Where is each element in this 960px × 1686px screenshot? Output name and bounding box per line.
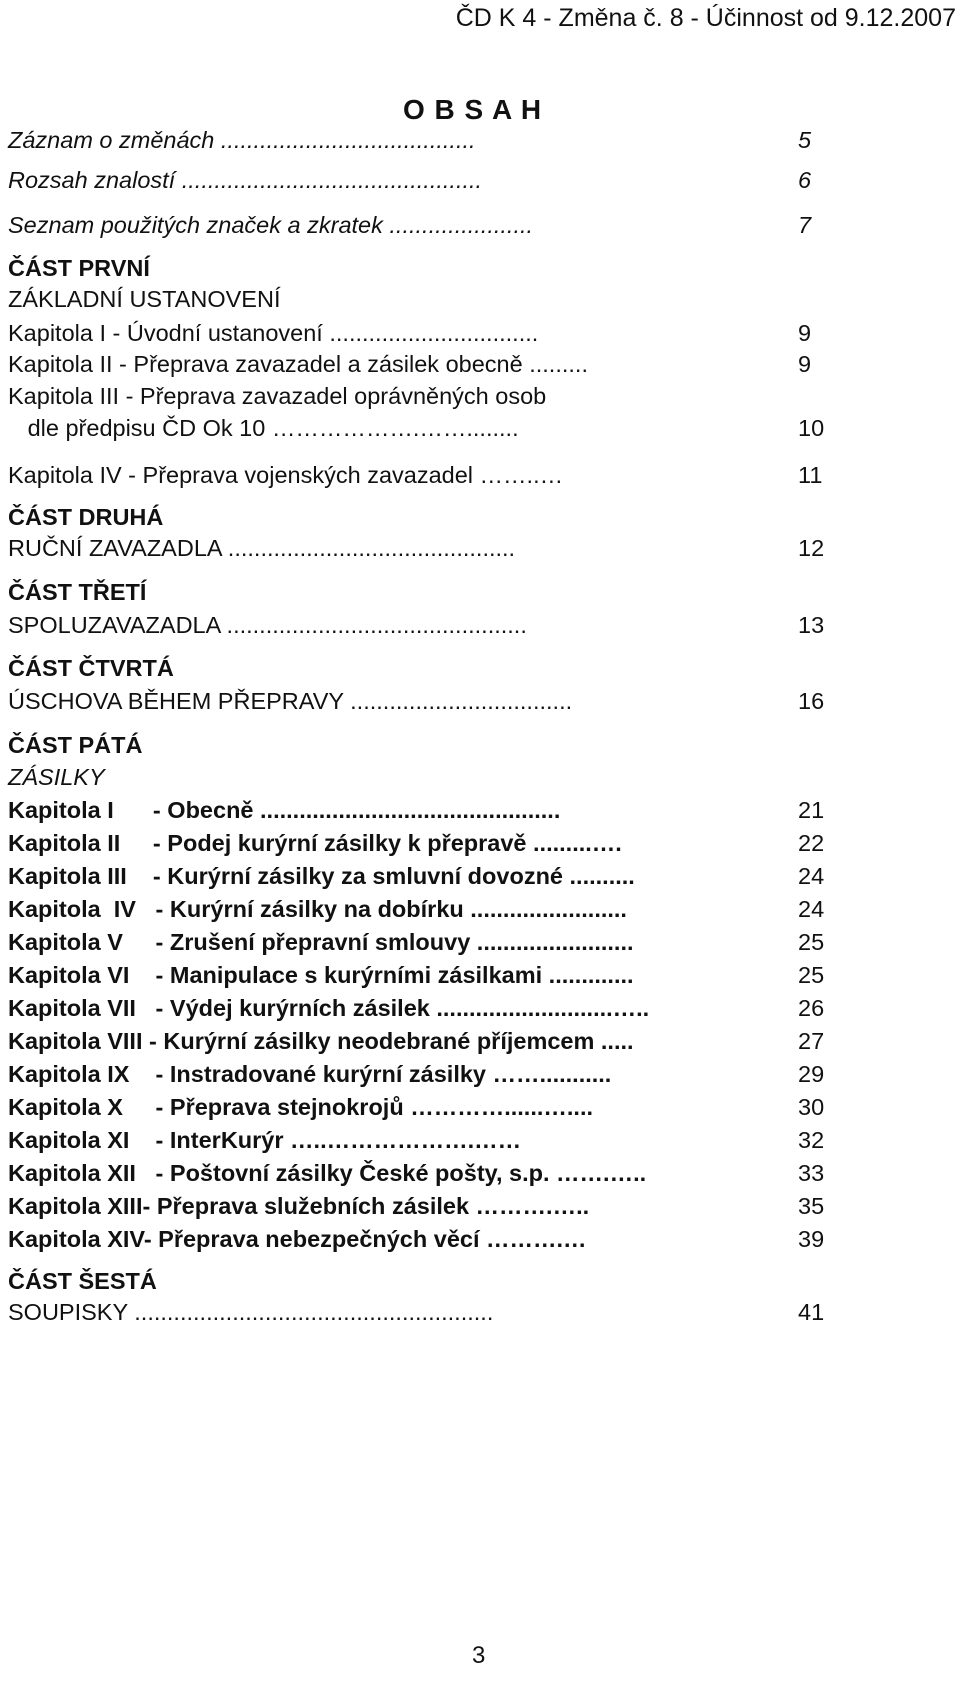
toc-entry xyxy=(8,608,828,642)
toc-entry-text: ČÁST PÁTÁ xyxy=(8,732,143,758)
toc-entry-page: 9 xyxy=(798,320,812,346)
toc-entry-text: Kapitola XIV- Přeprava nebezpečných věcí ……….… xyxy=(8,1226,587,1252)
toc-entry-page: 10 xyxy=(798,415,825,441)
page-title: O B S A H xyxy=(403,94,543,125)
toc-entry xyxy=(8,684,828,718)
toc-entry xyxy=(8,1295,828,1329)
toc-entry-text: Kapitola VIII - Kurýrní zásilky neodebrané příjemcem ..... xyxy=(8,1028,634,1054)
toc-entry-page: 12 xyxy=(798,535,825,561)
toc-entry-text: Kapitola V - Zrušení přepravní smlouvy ........................ xyxy=(8,929,634,955)
toc-entry xyxy=(8,925,828,959)
toc-entry-page: 30 xyxy=(798,1094,825,1120)
toc-entry xyxy=(8,411,828,445)
toc-entry-text: ZÁKLADNÍ USTANOVENÍ xyxy=(8,286,281,312)
toc-entry-page: 5 xyxy=(798,127,812,153)
toc-entry xyxy=(8,1123,828,1157)
toc-entry-page: 24 xyxy=(798,896,825,922)
toc-entry-text: Záznam o změnách ....................................... xyxy=(8,127,476,153)
toc-entry-page: 35 xyxy=(798,1193,825,1219)
toc-entry xyxy=(8,1189,828,1223)
toc-entry xyxy=(8,531,828,565)
toc-entry xyxy=(8,123,828,157)
toc-entry-page: 24 xyxy=(798,863,825,889)
toc-entry xyxy=(8,1222,828,1256)
toc-entry xyxy=(8,991,828,1025)
toc-section-subtitle xyxy=(8,282,828,316)
toc-entry-text: Kapitola II - Podej kurýrní zásilky k přepravě .........…. xyxy=(8,830,622,856)
toc-entry-text: dle předpisu ČD Ok 10 ……………….……........ xyxy=(8,415,519,441)
toc-entry-text: Kapitola II - Přeprava zavazadel a zásilek obecně ......... xyxy=(8,351,588,377)
toc-section-heading xyxy=(8,651,828,685)
toc-entry-text: Kapitola IV - Přeprava vojenských zavazadel ……..… xyxy=(8,462,564,488)
toc-entry-page: 7 xyxy=(798,212,812,238)
toc-entry-text: Kapitola I - Úvodní ustanovení ................................ xyxy=(8,320,539,346)
toc-entry-page: 6 xyxy=(798,167,812,193)
toc-entry-text: ČÁST PRVNÍ xyxy=(8,255,150,281)
toc-entry-text: Kapitola XII - Poštovní zásilky České pošty, s.p. …….….. xyxy=(8,1160,647,1186)
toc-entry xyxy=(8,1156,828,1190)
toc-entry-page: 39 xyxy=(798,1226,825,1252)
toc-entry-text: ČÁST DRUHÁ xyxy=(8,504,164,530)
toc-entry-text: SPOLUZAVAZADLA .............................................. xyxy=(8,612,527,638)
toc-entry-page: 16 xyxy=(798,688,825,714)
toc-entry xyxy=(8,208,828,242)
toc-entry xyxy=(8,958,828,992)
toc-entry-page: 13 xyxy=(798,612,825,638)
toc-entry-page: 21 xyxy=(798,797,825,823)
toc-entry-page: 32 xyxy=(798,1127,825,1153)
toc-entry-page: 9 xyxy=(798,351,812,377)
toc-entry-page: 29 xyxy=(798,1061,825,1087)
toc-section-heading xyxy=(8,575,828,609)
toc-entry-page: 25 xyxy=(798,929,825,955)
toc-entry-text: Seznam použitých značek a zkratek ...................... xyxy=(8,212,534,238)
toc-entry xyxy=(8,163,828,197)
toc-entry-page: 22 xyxy=(798,830,825,856)
toc-entry-page: 33 xyxy=(798,1160,825,1186)
toc-entry-text: ČÁST ČTVRTÁ xyxy=(8,655,174,681)
toc-entry-page: 25 xyxy=(798,962,825,988)
toc-entry-page: 26 xyxy=(798,995,825,1021)
toc-entry-page: 27 xyxy=(798,1028,825,1054)
toc-entry xyxy=(8,826,828,860)
toc-entry-text: ČÁST TŘETÍ xyxy=(8,579,147,605)
toc-entry-text: RUČNÍ ZAVAZADLA ............................................ xyxy=(8,535,516,561)
toc-entry-text: Kapitola IV - Kurýrní zásilky na dobírku ........................ xyxy=(8,896,627,922)
toc-entry-text: ČÁST ŠESTÁ xyxy=(8,1268,157,1294)
page-number: 3 xyxy=(472,1642,486,1669)
toc-entry xyxy=(8,1024,828,1058)
toc-entry xyxy=(8,379,828,413)
toc-section-heading xyxy=(8,728,828,762)
toc-entry-text: Kapitola III - Přeprava zavazadel oprávněných osob xyxy=(8,383,547,409)
toc-entry xyxy=(8,1090,828,1124)
toc-section-heading xyxy=(8,500,828,534)
toc-entry-text: Kapitola XIII- Přeprava služebních zásilek ……….….. xyxy=(8,1193,590,1219)
toc-entry-text: SOUPISKY ....................................................... xyxy=(8,1299,494,1325)
toc-entry-text: Kapitola XI - InterKurýr …..……………….…… xyxy=(8,1127,522,1153)
toc-entry xyxy=(8,793,828,827)
toc-entry xyxy=(8,458,828,492)
toc-entry xyxy=(8,859,828,893)
toc-entry-text: Rozsah znalostí .............................................. xyxy=(8,167,483,193)
toc-entry-text: Kapitola IX - Instradované kurýrní zásilky ……........... xyxy=(8,1061,612,1087)
toc-entry-text: ÚSCHOVA BĚHEM PŘEPRAVY .................................. xyxy=(8,688,573,714)
toc-entry-text: Kapitola III - Kurýrní zásilky za smluvní dovozné .......... xyxy=(8,863,635,889)
toc-section-heading xyxy=(8,1264,828,1298)
toc-entry xyxy=(8,892,828,926)
toc-entry-text: Kapitola I - Obecně .............................................. xyxy=(8,797,561,823)
toc-entry xyxy=(8,316,828,350)
toc-entry-text: Kapitola VII - Výdej kurýrních zásilek ...........................….. xyxy=(8,995,650,1021)
toc-section-subtitle xyxy=(8,760,828,794)
toc-entry-text: ZÁSILKY xyxy=(8,764,105,790)
toc-entry-page: 41 xyxy=(798,1299,825,1325)
page-header: ČD K 4 - Změna č. 8 - Účinnost od 9.12.2007 xyxy=(455,4,956,32)
toc-entry-page: 11 xyxy=(798,462,823,488)
toc-entry-text: Kapitola VI - Manipulace s kurýrními zásilkami ............. xyxy=(8,962,634,988)
toc-entry xyxy=(8,347,828,381)
toc-section-heading xyxy=(8,251,828,285)
toc-entry-text: Kapitola X - Přeprava stejnokrojů …………......….... xyxy=(8,1094,594,1120)
toc-entry xyxy=(8,1057,828,1091)
